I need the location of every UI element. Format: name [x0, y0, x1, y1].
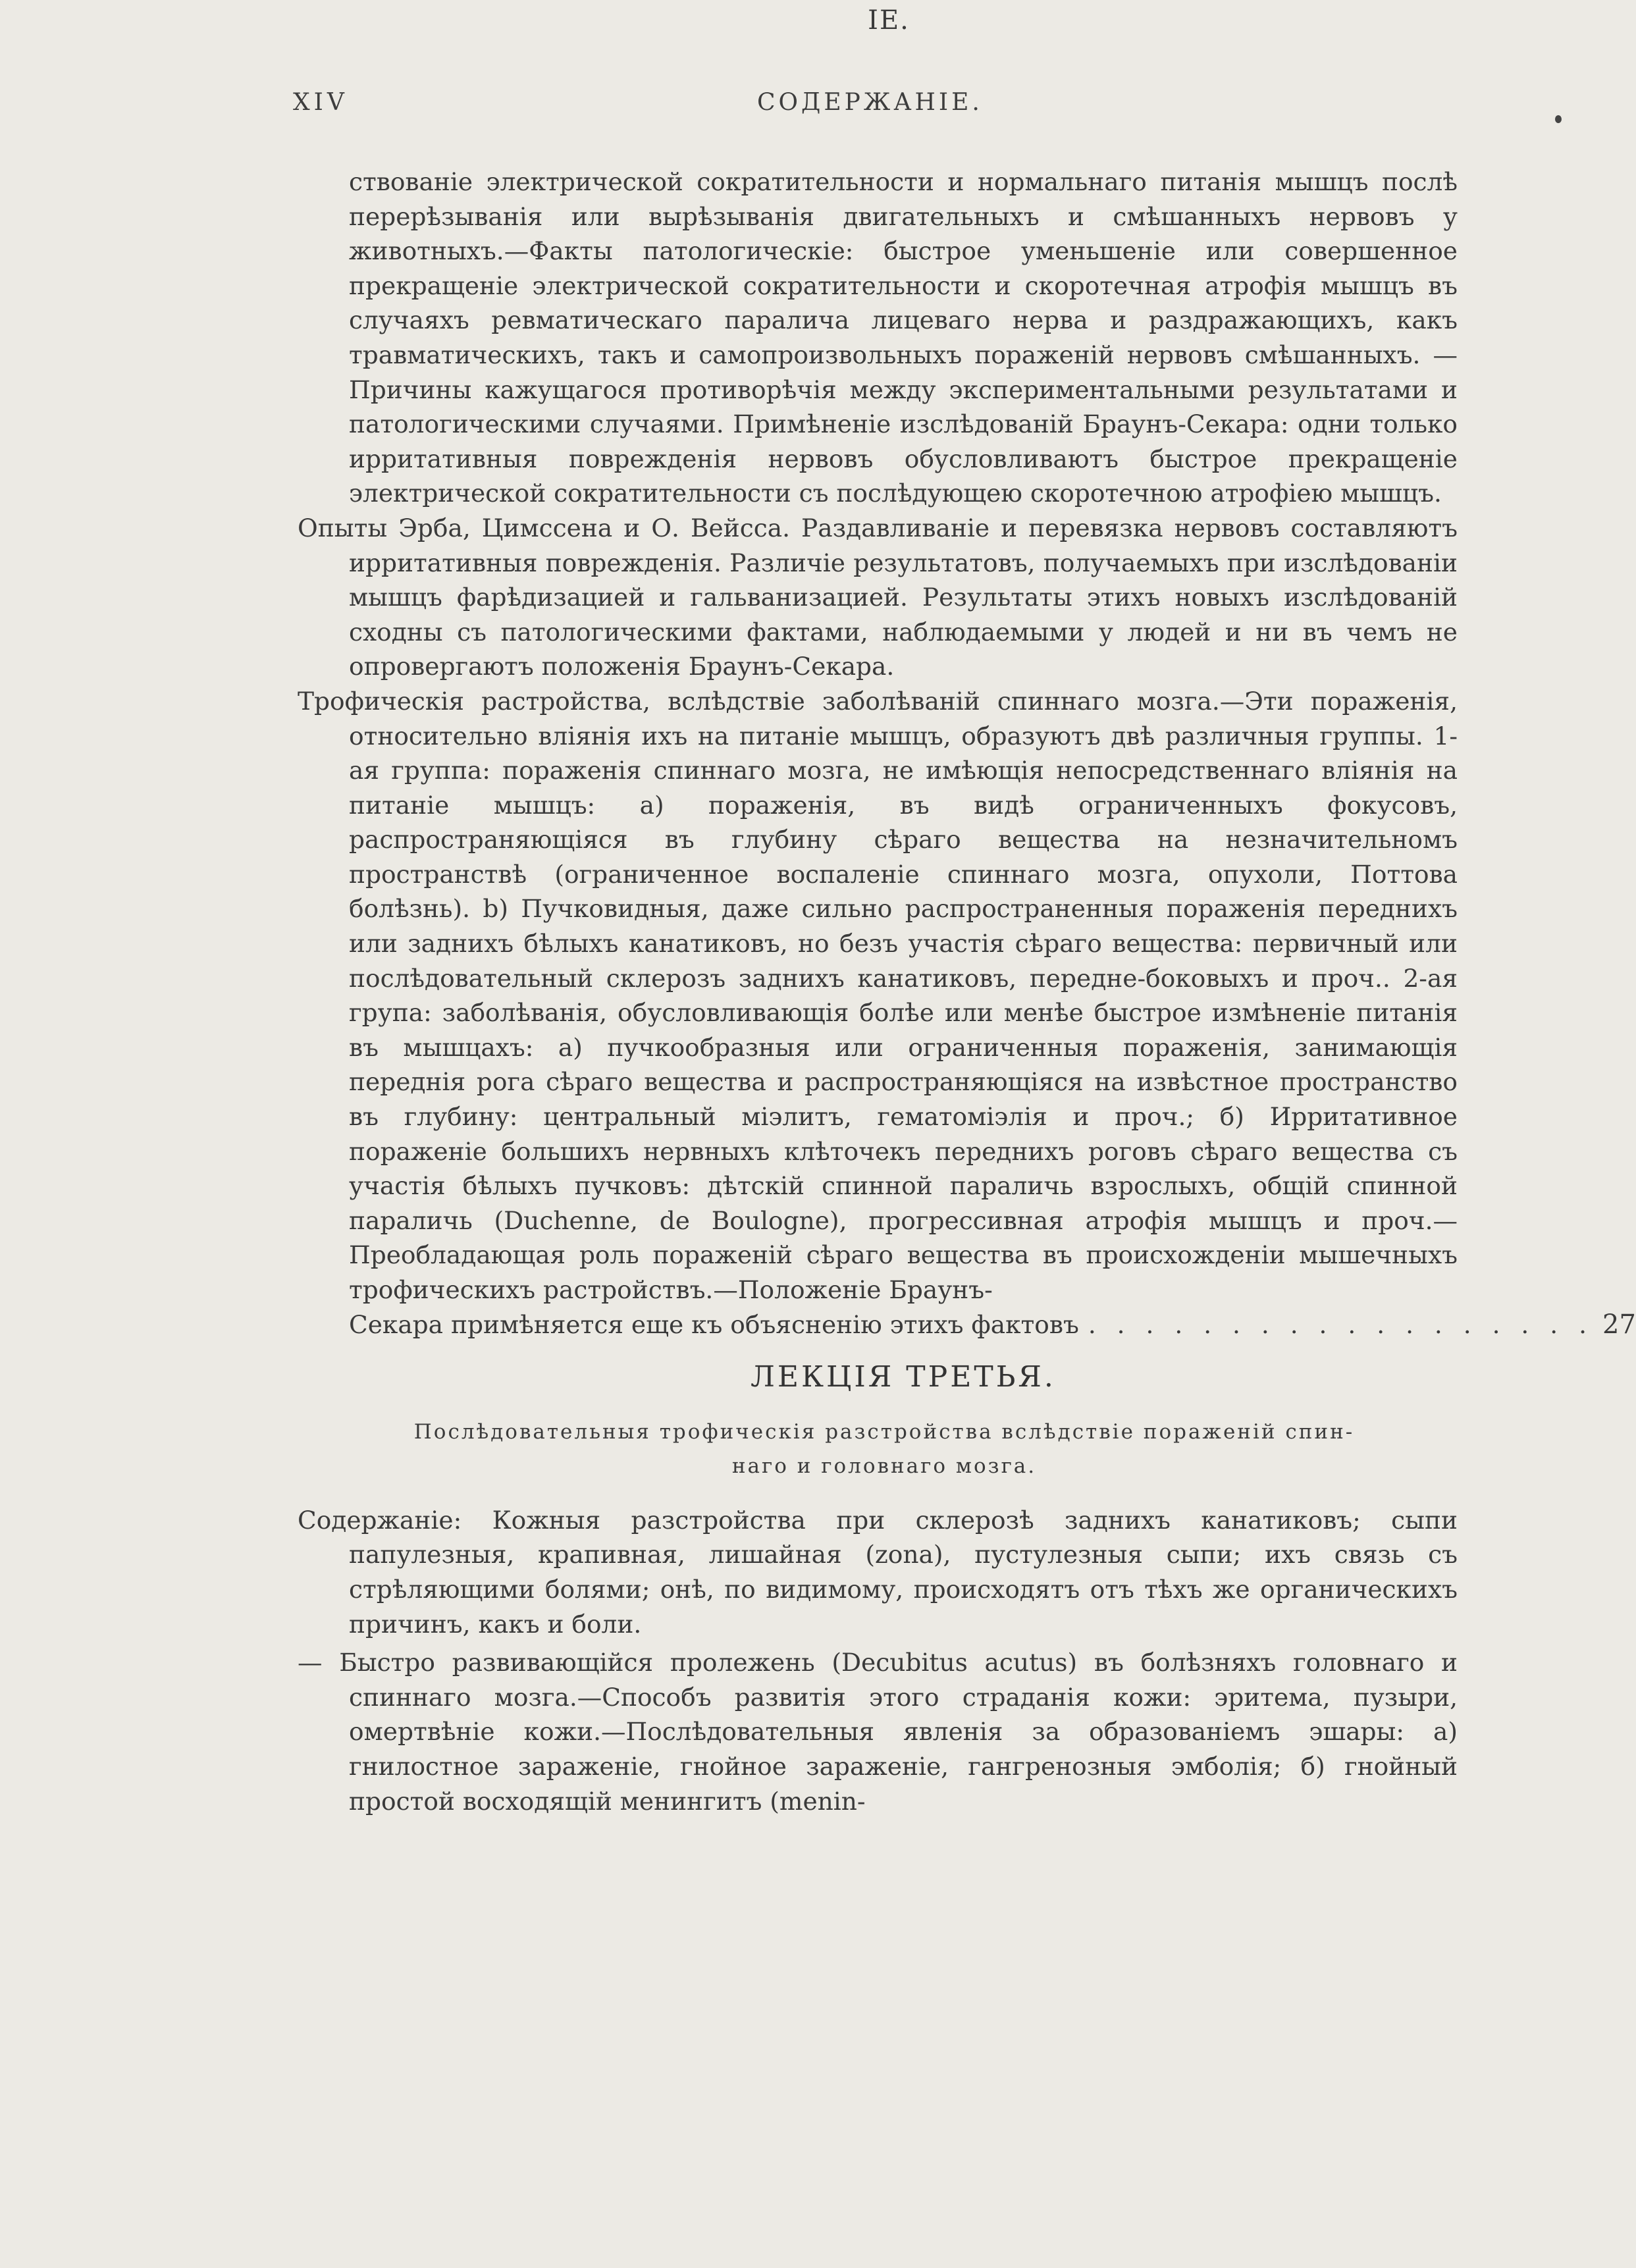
signature-mark: IE.: [868, 5, 910, 36]
contents-paragraph: — Быстро развивающійся пролежень (Decubitus acutus) въ болѣзняхъ головнаго и спиннаго мозга.—Способъ развитія этого страданія кожи: эритема, пузыри, омертвѣніе кожи.—Послѣдовательныя явленія за образованіемъ эшары: а) гнилостное зараженіе, гнойное зараженіе, гангренозныя эмболія; б) гнойный простой восходящій менингитъ (menin-: [298, 1648, 1458, 1816]
lecture-subtitle-line: Послѣдовательныя трофическія разстройства вслѣдствіе пораженій спин-: [413, 1419, 1355, 1444]
ink-spot: [1555, 115, 1562, 123]
contents-paragraph: Содержаніе: Кожныя разстройства при склерозѣ заднихъ канатиковъ; сыпи папулезныя, крапивная, лишайная (zona), пустулезныя сыпи; ихъ связь съ стрѣляющими болями; онѣ, по видимому, происходятъ отъ тѣхъ же органическихъ причинъ, какъ и боли.: [298, 1505, 1458, 1639]
contents-paragraph: [298, 684, 1458, 1307]
lecture-title: ЛЕКЦІЯ ТРЕТЬЯ.: [751, 1360, 1056, 1394]
toc-page-number: 27: [1602, 1309, 1636, 1340]
contents-paragraph: Опыты Эрба, Цимссена и О. Вейсса. Раздавливаніе и перевязка нервовъ составляютъ ирритативныя поврежденія. Различіе результатовъ, получаемыхъ при изслѣдованіи мышцъ фарѣдизацией и гальванизацией. Результаты этихъ новыхъ изслѣдованій сходны съ патологическими фактами, наблюдаемыми у людей и ни въ чемъ не опровергаютъ положенія Браунъ-Секара.: [298, 513, 1458, 681]
lecture-subtitle-line: наго и головнаго мозга.: [731, 1454, 1037, 1478]
contents-paragraph: ствованіе электрической сократительности и нормальнаго питанія мышцъ послѣ перерѣзыванія или вырѣзыванія двигательныхъ и смѣшанныхъ нервовъ у животныхъ.—Факты патологическіе: быстрое уменьшеніе или совершенное прекращеніе электрической сократительности и скоротечная атрофія мышцъ въ случаяхъ ревматическаго паралича лицеваго нерва и раздражающихъ, какъ травматическихъ, такъ и самопроизвольныхъ пораженій нервовъ смѣшанныхъ. — Причины кажущагося противорѣчія между экспериментальными результатами и патологическими случаями. Примѣненіе изслѣдованій Браунъ-Секара: одни только ирритативныя поврежденія нервовъ обусловливаютъ быстрое прекращеніе электрической сократительности съ послѣдующею скоротечною атрофіею мышцъ.: [349, 167, 1458, 508]
contents-body: [298, 165, 1636, 1818]
page-number: XIV: [293, 89, 348, 116]
running-head: СОДЕРЖАНІЕ.: [757, 89, 983, 116]
lecture-subtitle: [298, 1415, 1458, 1483]
contents-paragraph-text: Трофическія растройства, вслѣдствіе заболѣваній спиннаго мозга.—Эти пораженія, относительно вліянія ихъ на питаніе мышцъ, образуютъ двѣ различныя группы. 1-ая группа: пораженія спиннаго мозга, не имѣющія непосредственнаго вліянія на питаніе мышцъ: a) пораженія, въ видѣ ограниченныхъ фокусовъ, распространяющіяся въ глубину сѣраго вещества на незначительномъ пространствѣ (ограниченное воспаленіе спиннаго мозга, опухоли, Поттова болѣзнь). b) Пучковидныя, даже сильно распространенныя пораженія переднихъ или заднихъ бѣлыхъ канатиковъ, но безъ участія сѣраго вещества: первичный или послѣдовательный склерозъ заднихъ канатиковъ, передне-боковыхъ и проч.. 2-ая група: заболѣванія, обусловливающія болѣе или менѣе быстрое измѣненіе питанія въ мышцахъ: a) пучкообразныя или ограниченныя пораженія, занимающія переднія рога сѣраго вещества и распространяющіяся на извѣстное пространство въ глубину: центральный міэлитъ, гематоміэлія и проч.; б) Ирритативное пораженіе большихъ нервныхъ клѣточекъ переднихъ роговъ сѣраго вещества съ участія бѣлыхъ пучковъ: дѣтскій спинной параличь взрослыхъ, общій спинной параличь (Duchenne, de Boulogne), прогрессивная атрофія мышцъ и проч.—Преобладающая роль пораженій сѣраго вещества въ происхожденіи мышечныхъ трофическихъ растройствъ.—Положеніе Браунъ-: [298, 686, 1458, 1304]
toc-entry-line: [298, 1307, 1636, 1342]
toc-entry-text: Секара примѣняется еще къ объясненію этихъ фактовъ: [349, 1309, 1079, 1339]
dot-leader: . . . . . . . . . . . . . . . . . .: [1088, 1309, 1594, 1339]
